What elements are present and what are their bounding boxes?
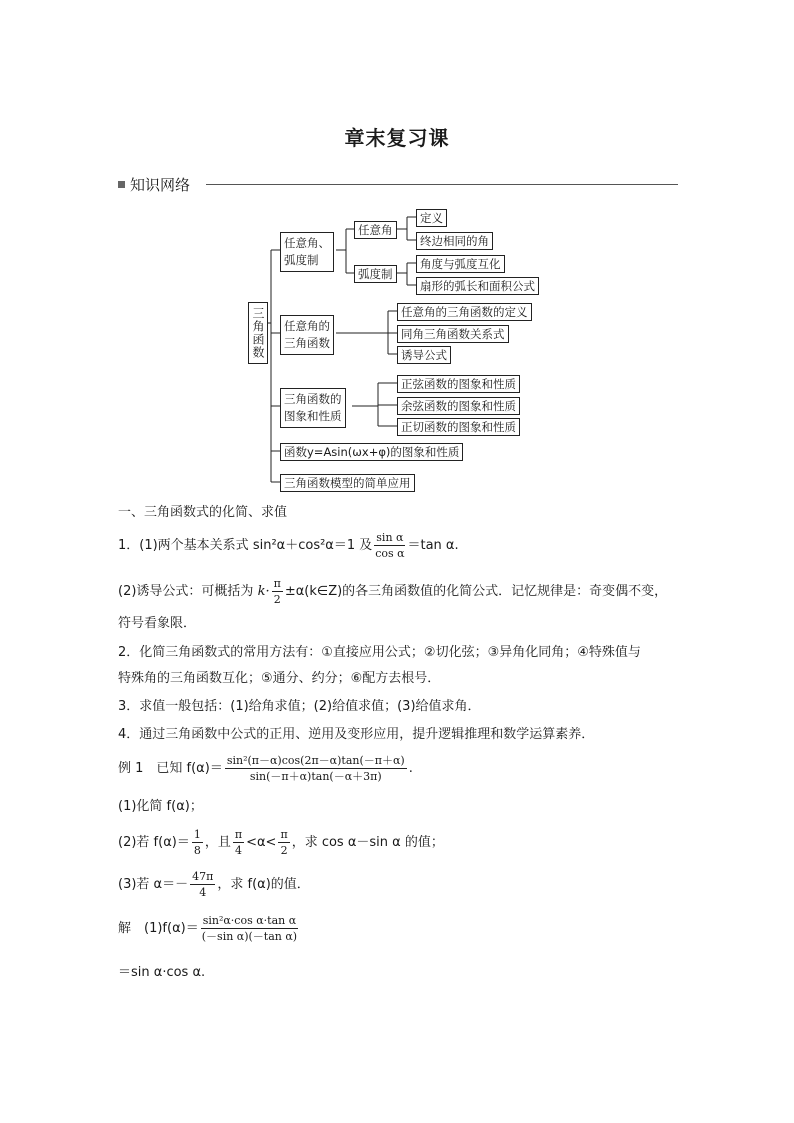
denominator: 2 (273, 593, 281, 606)
node-coterminal (416, 232, 493, 250)
text: ，求 cos α－sin α 的值； (291, 835, 444, 850)
node-definition (416, 209, 447, 227)
node-radian (354, 265, 397, 283)
denominator: 4 (234, 844, 242, 857)
paragraph-2-cont: 符号看象限． (118, 616, 197, 631)
numerator: π (234, 828, 243, 841)
text: ，且 (204, 835, 231, 850)
node-label: 图象和性质 (284, 409, 342, 423)
part-heading: 一、三角函数式的化简、求值 (118, 505, 288, 520)
diagram-root-node (248, 302, 268, 364)
node-label: 三角函数 (284, 336, 330, 350)
fraction (225, 753, 407, 784)
node-cosine (397, 397, 520, 415)
text: <α< (246, 835, 277, 850)
text: (2)若 f(α)＝ (118, 835, 190, 850)
node-models (280, 474, 415, 492)
fraction (190, 869, 215, 900)
paragraph-1 (118, 530, 459, 561)
fraction (272, 576, 283, 607)
node-label: 三角函数模型的简单应用 (284, 476, 411, 490)
node-label: 三角函数的 (284, 392, 342, 406)
text: ＝tan α. (407, 538, 459, 553)
node-tangent (397, 418, 520, 436)
text: (3)若 α＝－ (118, 877, 189, 892)
node-trig-any-angle (280, 315, 334, 355)
node-label: 弧度制 (284, 253, 319, 267)
node-conversion (416, 255, 505, 273)
question-2 (118, 826, 444, 860)
node-label: 角度与弧度互化 (420, 257, 501, 271)
fraction (233, 827, 244, 858)
node-trig-definition (397, 303, 532, 321)
numerator: π (280, 828, 288, 841)
denominator: 4 (199, 886, 207, 899)
section-header-label: 知识网络 (130, 176, 191, 194)
question-1: (1)化简 f(α)； (118, 799, 203, 814)
fraction (374, 530, 405, 561)
node-label: 正弦函数的图象和性质 (401, 377, 516, 391)
numerator: 47π (192, 870, 214, 883)
paragraph-3-cont: 特殊角的三角函数互化；⑤通分、约分；⑥配方去根号． (118, 671, 441, 686)
text: ，求 f(α)的值． (217, 877, 310, 892)
denominator: (－sin α)(－tan α) (201, 930, 298, 943)
node-any-angle (354, 221, 397, 239)
fraction (192, 827, 203, 858)
node-label: 诱导公式 (401, 348, 447, 362)
example-1 (118, 752, 413, 786)
example-label: 例 1 已知 f(α)＝ (118, 761, 223, 776)
paragraph-4: 3．求值一般包括：(1)给角求值；(2)给值求值；(3)给值求角． (118, 699, 481, 714)
node-label: 任意角的 (284, 319, 330, 333)
paragraph-3: 2．化简三角函数式的常用方法有：①直接应用公式；②切化弦；③异角化同角；④特殊值与 (118, 645, 641, 660)
node-label: 扇形的弧长和面积公式 (420, 279, 535, 293)
page-title: 章末复习课 (344, 126, 450, 150)
node-label: 同角三角函数关系式 (401, 327, 505, 341)
node-label: 正切函数的图象和性质 (401, 420, 516, 434)
node-sector (416, 277, 539, 295)
denominator: cos α (375, 547, 405, 560)
numerator: 1 (193, 828, 201, 841)
node-label: 任意角 (358, 223, 393, 237)
numerator: sin α (376, 531, 404, 544)
denominator: 2 (280, 844, 288, 857)
question-3 (118, 868, 310, 902)
node-identities (397, 325, 509, 343)
fraction (201, 913, 298, 944)
node-asin (280, 443, 463, 461)
node-reduction (397, 346, 451, 364)
node-label: 任意角、 (284, 236, 330, 250)
node-angle-radian (280, 232, 334, 272)
text: ±α(k∈Z)的各三角函数值的化简公式．记忆规律是：奇变偶不变， (284, 584, 668, 599)
solution-1-result: ＝sin α·cos α. (118, 965, 206, 980)
denominator: sin(－π＋α)tan(－α＋3π) (249, 770, 382, 783)
node-label: 弧度制 (358, 267, 393, 281)
text: . (408, 761, 413, 776)
node-label: 余弦函数的图象和性质 (401, 399, 516, 413)
text: k· (257, 584, 270, 599)
fraction (278, 827, 289, 858)
text: 解 (1)f(α)＝ (118, 921, 199, 936)
numerator: sin²α·cos α·tan α (202, 914, 297, 927)
solution-1 (118, 912, 300, 946)
paragraph-2 (118, 576, 667, 607)
node-label: 函数y=Asin(ωx+φ)的图象和性质 (284, 445, 460, 459)
node-label: 任意角的三角函数的定义 (401, 305, 528, 319)
node-label: 定义 (420, 211, 443, 225)
node-graphs (280, 388, 346, 428)
text: (2)诱导公式：可概括为 (118, 584, 254, 599)
node-sine (397, 375, 520, 393)
numerator: π (273, 577, 281, 590)
paragraph-5: 4．通过三角函数中公式的正用、逆用及变形应用，提升逻辑推理和数学运算素养． (118, 727, 595, 742)
numerator: sin²(π－α)cos(2π－α)tan(－π＋α) (226, 754, 405, 767)
diagram-root-label: 三角函数 (251, 307, 265, 359)
node-label: 终边相同的角 (420, 234, 489, 248)
denominator: 8 (193, 844, 201, 857)
text: 1．(1)两个基本关系式 sin²α＋cos²α＝1 及 (118, 538, 373, 553)
